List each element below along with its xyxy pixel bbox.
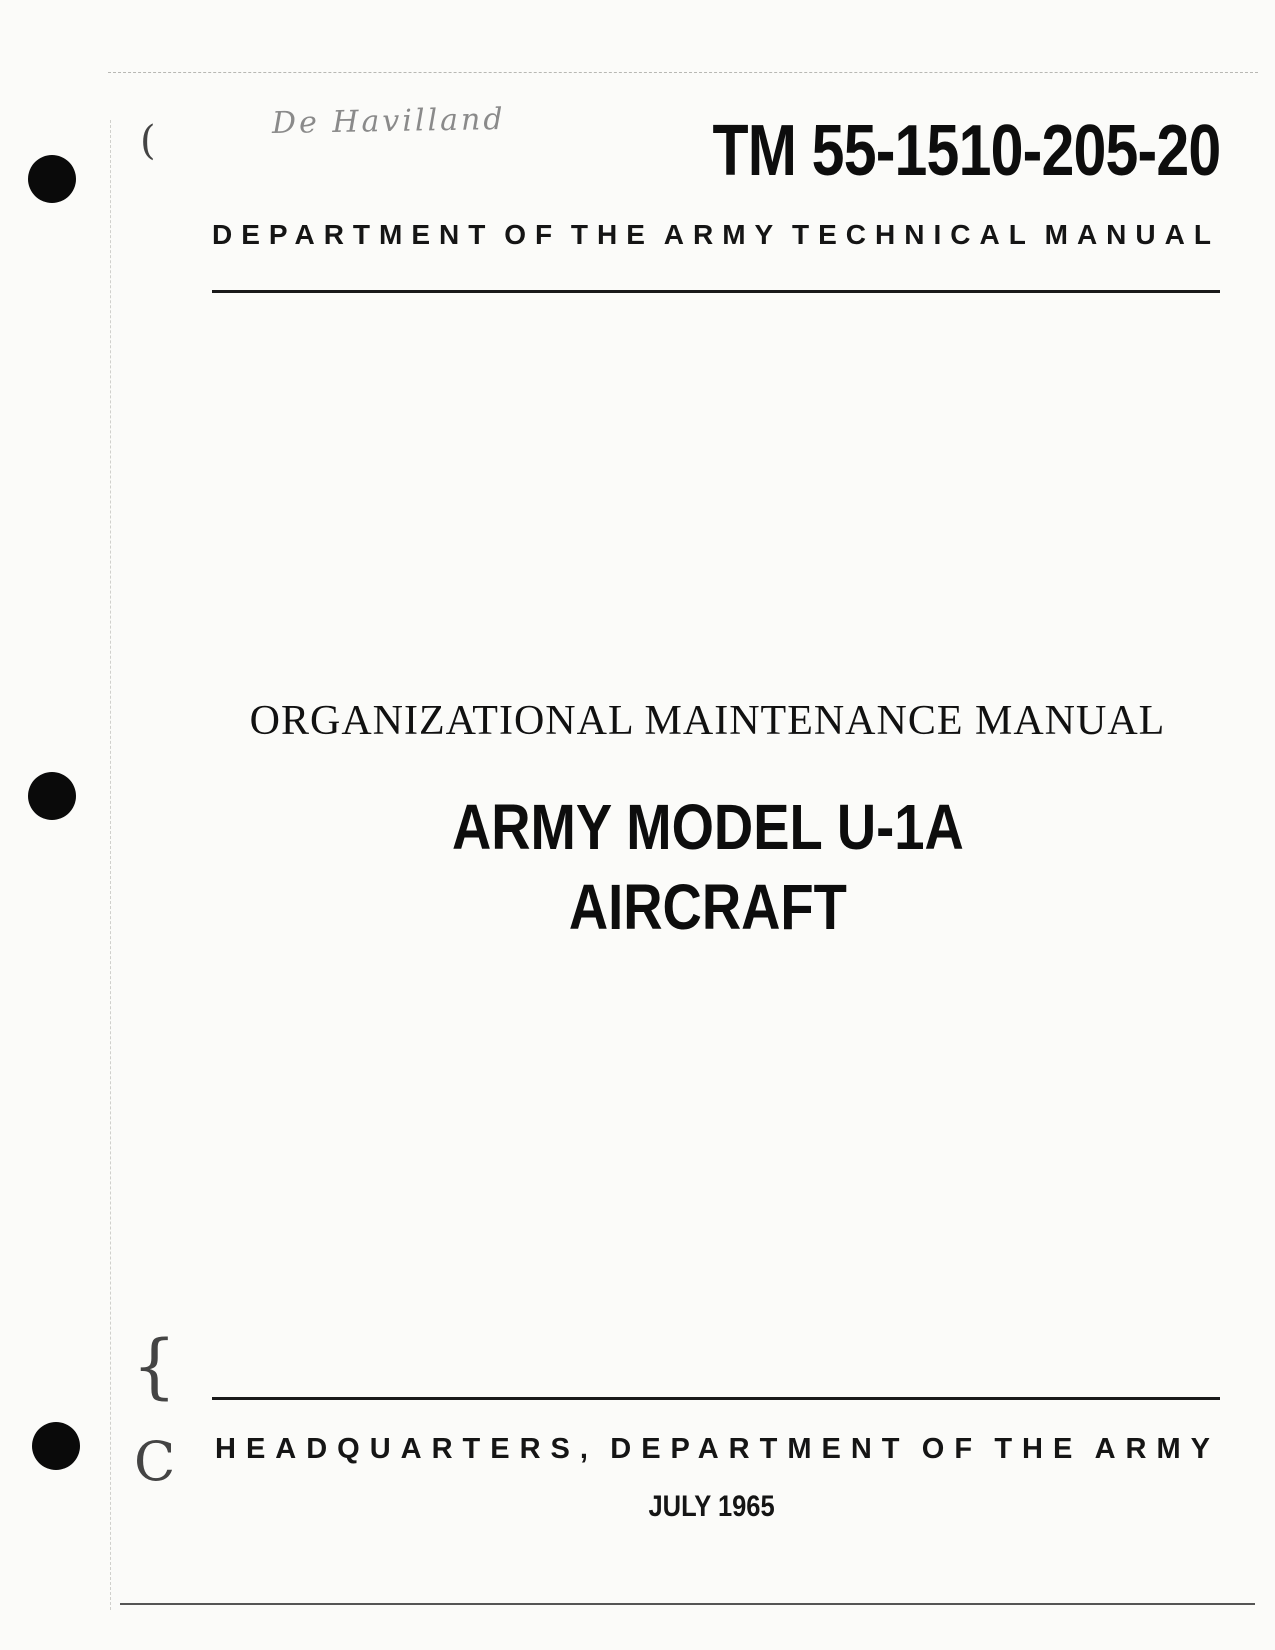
footer-rule [212,1397,1220,1400]
model-title: ARMY MODEL U-1A [451,791,964,863]
handwritten-note: De Havilland [271,101,506,142]
hq-word: DEPARTMENT [610,1433,910,1465]
dept-word: ARMY [663,219,783,250]
margin-bracket-mark: { [132,1325,177,1407]
margin-bracket-mark: C [134,1430,176,1493]
binder-hole-bottom [32,1422,80,1470]
page-edge-left [110,120,111,1610]
dept-word: MANUAL [1044,219,1220,250]
hq-word: HEADQUARTERS, [215,1433,598,1465]
aircraft-title: AIRCRAFT [568,871,847,943]
binder-hole-middle [28,772,76,820]
dept-word: TECHNICAL [792,219,1035,250]
dept-word: OF [504,219,562,250]
hq-word: THE [994,1433,1083,1465]
header-rule [212,290,1220,293]
tm-number: TM 55-1510-205-20 [712,111,1220,191]
binder-hole-top [28,155,76,203]
page-edge-bottom [120,1603,1255,1605]
page-edge-top [108,72,1258,73]
hq-word: OF [921,1433,983,1465]
headquarters-line [215,1433,1220,1466]
hq-word: ARMY [1094,1433,1220,1465]
manual-subtitle: ORGANIZATIONAL MAINTENANCE MANUAL [249,698,1166,744]
margin-bracket-mark: ( [140,118,156,164]
dept-word: THE [570,219,654,250]
publication-date: JULY 1965 [648,1490,775,1523]
dept-word: DEPARTMENT [212,219,495,250]
department-technical-manual-line [212,219,1220,251]
